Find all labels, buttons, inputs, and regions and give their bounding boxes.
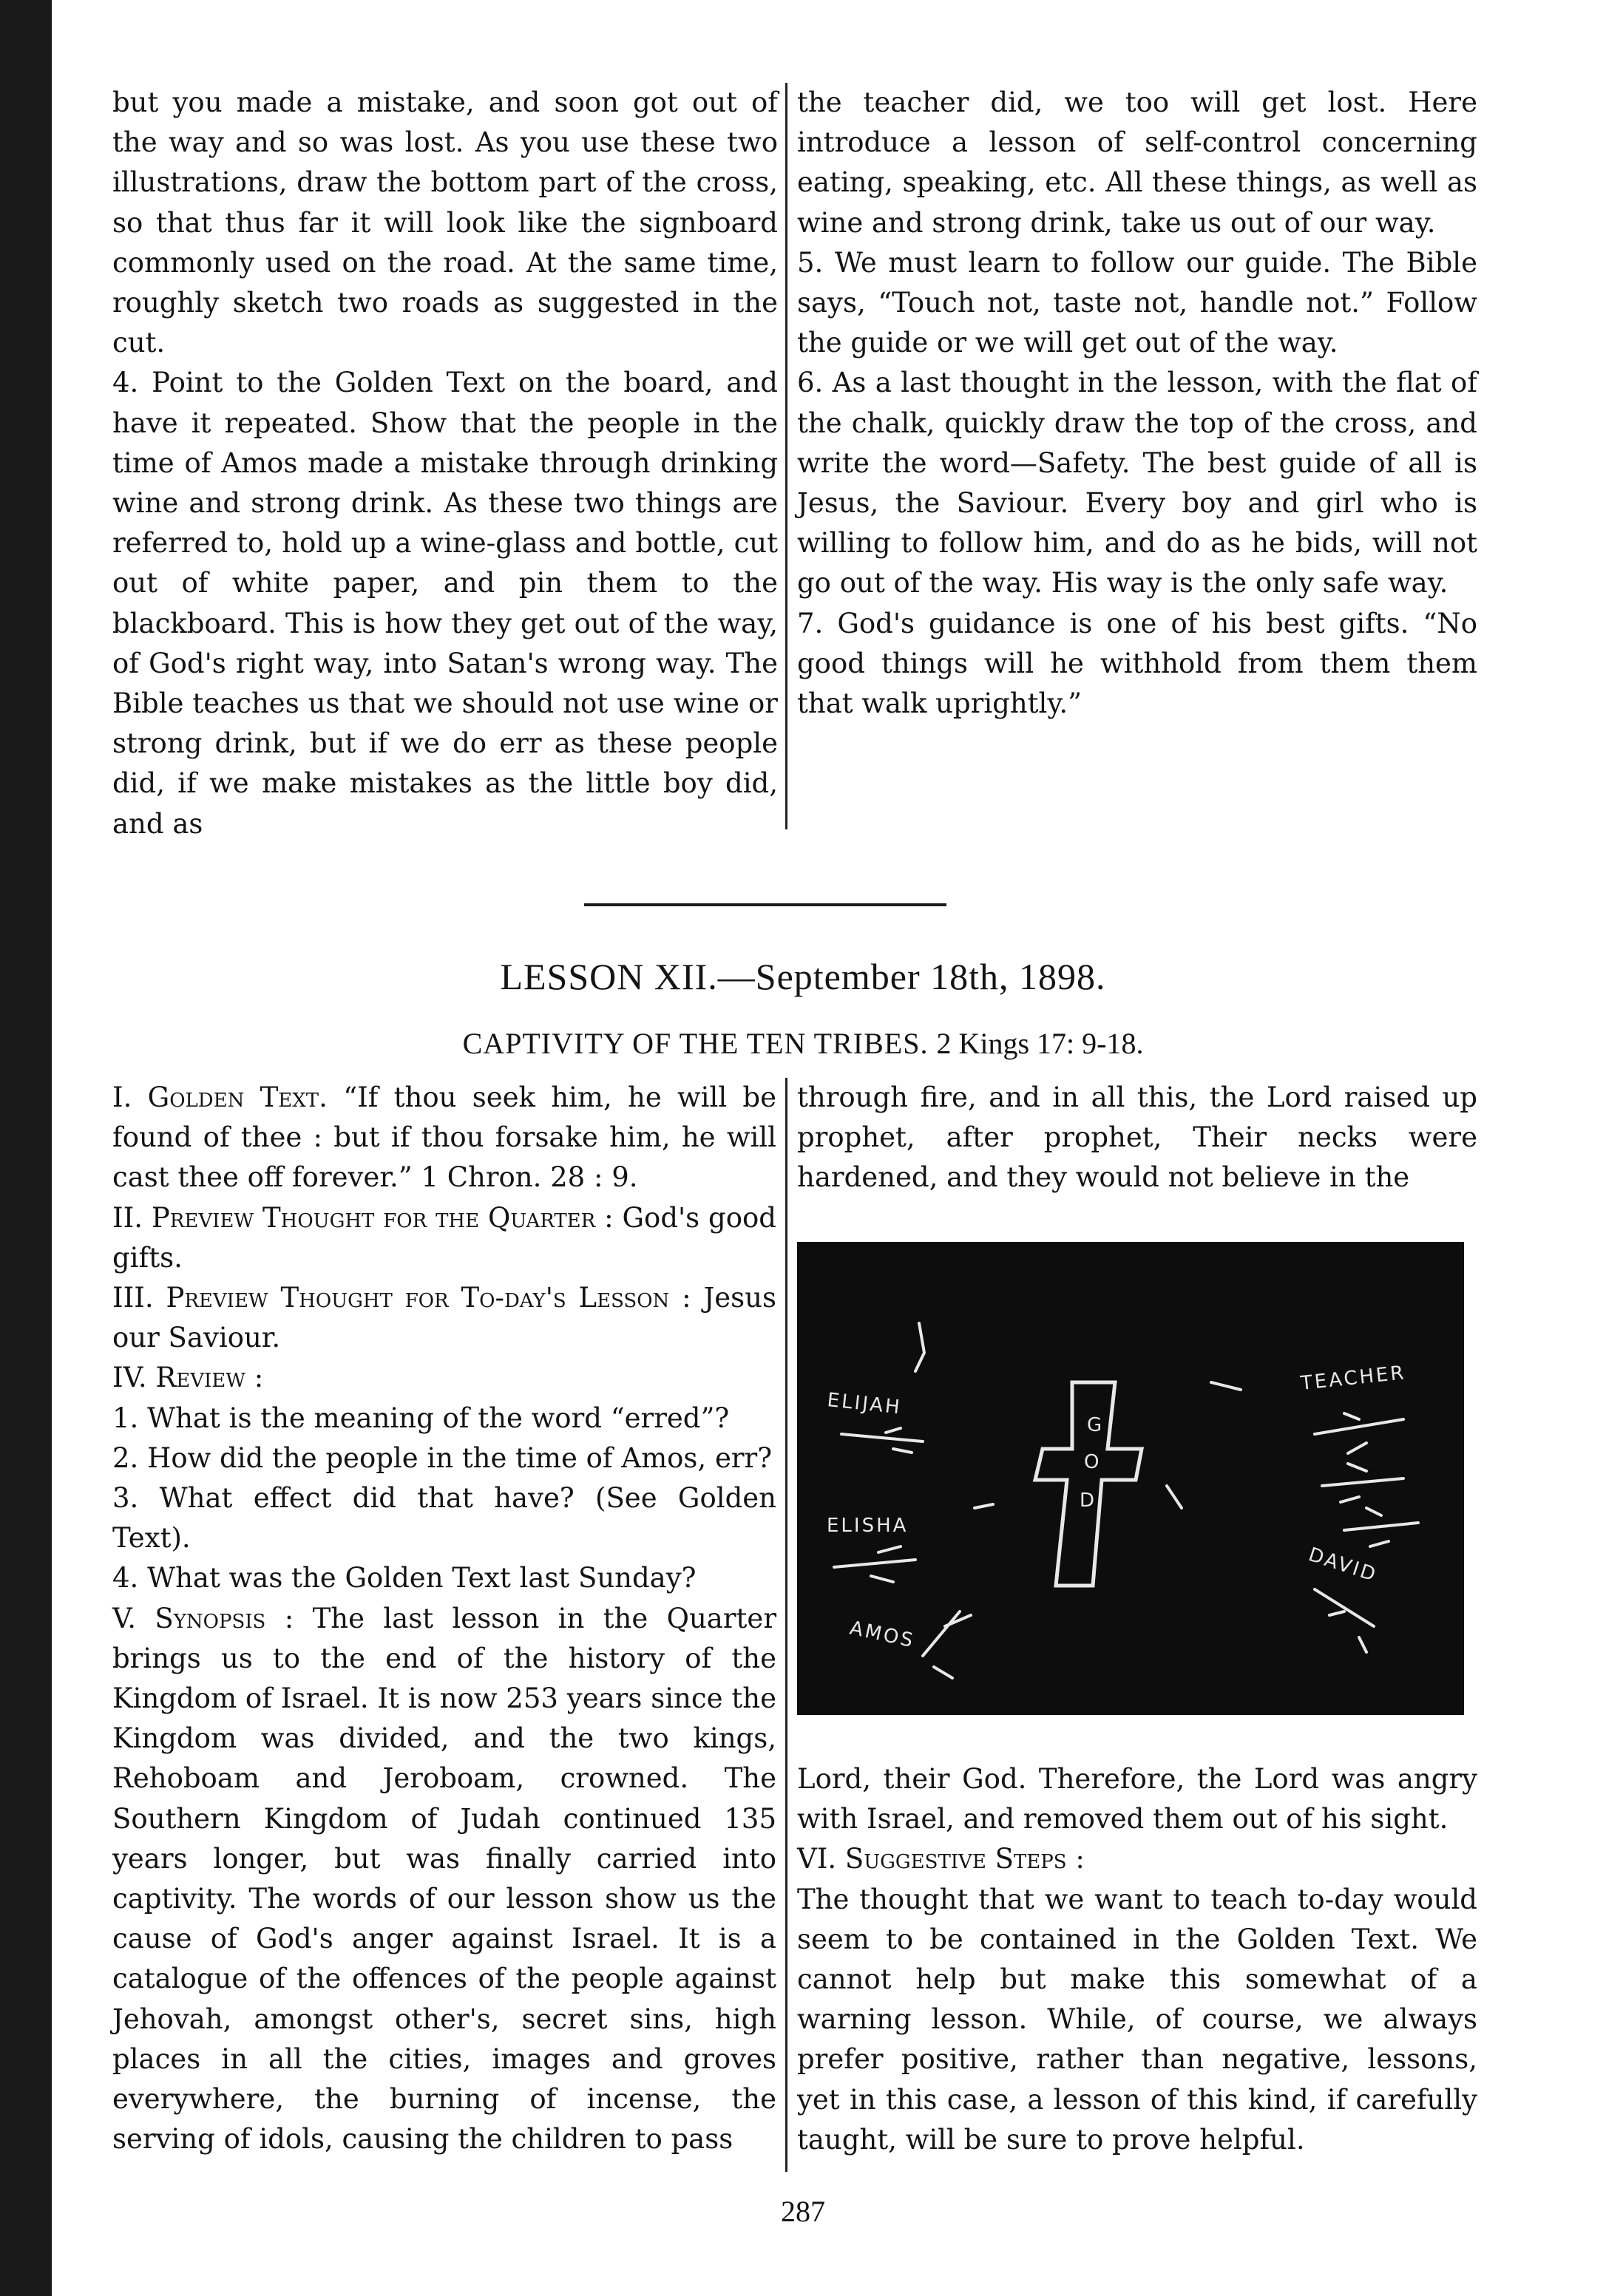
scripture-reference: 2 Kings 17: 9-18.: [936, 1027, 1144, 1060]
cross-letter: G: [1087, 1414, 1105, 1436]
preview-quarter: God's good gifts.: [112, 1201, 776, 1274]
blackboard-illustration: [797, 1242, 1464, 1715]
synopsis-paragraph: [112, 1599, 776, 2160]
review-item: 1. What is the meaning of the word “erred”?: [112, 1402, 730, 1434]
paragraph: Lord, their God. Therefore, the Lord was angry with Israel, and removed them out of his sight.: [797, 1763, 1477, 1835]
golden-text-paragraph: [112, 1078, 776, 1198]
hand-icon: [1344, 1508, 1418, 1546]
hand-icon: [834, 1546, 915, 1582]
bottom-right-column-bottom: [797, 1759, 1477, 2160]
steps-label: VI. Suggestive Steps :: [797, 1843, 1085, 1875]
hand-icon: [1315, 1413, 1403, 1453]
section-divider: [584, 903, 946, 906]
label-elisha: ELISHA: [827, 1515, 909, 1537]
label-elijah: ELIJAH: [826, 1389, 903, 1419]
synopsis: The last lesson in the Quarter brings us to the end of the history of the Kingdom of Israel. It is now 253 years since the Kingdom was divided, and the two kings, Rehoboam and Jeroboam, crowned. The Southern Kingdom of Judah continued 135 years longer, but was finally carried into captivity. The words of our lesson show us the cause of God's anger against Israel. It is a catalogue of the offences of the people against Jehovah, amongst other's, secret sins, high places in all the cities, images and groves everywhere, the burning of incense, the serving of idols, causing the children to pass: [112, 1602, 776, 2156]
hand-icon: [841, 1428, 923, 1453]
review-item: 4. What was the Golden Text last Sunday?: [112, 1562, 697, 1594]
page-number: 287: [781, 2195, 825, 2228]
label-teacher: TEACHER: [1299, 1362, 1407, 1395]
hand-icon: [1315, 1589, 1374, 1652]
cross-outline: [1035, 1382, 1142, 1586]
bottom-right-column-top: [797, 1078, 1477, 1198]
review-item: 3. What effect did that have? (See Golden Text).: [112, 1482, 776, 1555]
preview-lesson: Jesus our Saviour.: [112, 1282, 776, 1354]
golden-text-label: I. Golden Text.: [112, 1081, 328, 1113]
cross-letter: O: [1084, 1451, 1102, 1473]
paragraph: but you made a mistake, and soon got out of the way and so was lost. As you use these two illustrations, draw the bottom part of the cross, so that thus far it will look like the signboard commonly used on the road. At the same time, roughly sketch two roads as suggested in the cut.: [112, 86, 778, 359]
column-rule: [785, 1078, 787, 2172]
cross-letter: D: [1080, 1490, 1097, 1512]
paragraph: 7. God's guidance is one of his best gifts. “No good things will he withhold from them them that walk uprightly.”: [797, 607, 1477, 720]
preview-lesson-paragraph: [112, 1278, 776, 1358]
paragraph: 4. Point to the Golden Text on the board, and have it repeated. Show that the people in the time of Amos made a mistake through drinking wine and strong drink. As these two things are referred to, hold up a wine-glass and bottle, cut out of white paper, and pin them to the blackboard. This is how they get out of the way, of God's right way, into Satan's wrong way. The Bible teaches us that we should not use wine or strong drink, but if we do err as these people did, if we make mistakes as the little boy did, and as: [112, 367, 778, 840]
synopsis-label: V. Synopsis :: [112, 1602, 294, 1634]
cross-icon: [1035, 1382, 1142, 1586]
golden-text: “If thou seek him, he will be found of thee : but if thou forsake him, he will cast thee off forever.” 1 Chron. 28 : 9.: [112, 1081, 777, 1194]
paragraph: through fire, and in all this, the Lord raised up prophet, after prophet, Their necks were hardened, and they would not believe in the: [797, 1081, 1477, 1194]
mark-icon: [915, 1323, 924, 1371]
blackboard-drawing: [797, 1242, 1464, 1715]
lesson-title: LESSON XII.—September 18th, 1898.: [500, 956, 1106, 997]
paragraph: The thought that we want to teach to-day would seem to be contained in the Golden Text. We cannot help but make this somewhat of a warning lesson. While, of course, we always prefer positive, rather than negative, lessons, yet in this case, a lesson of this kind, if carefully taught, will be sure to prove helpful.: [797, 1883, 1477, 2156]
paragraph: 6. As a last thought in the lesson, with the flat of the chalk, quickly draw the top of the cross, and write the word—Safety. The best guide of all is Jesus, the Saviour. Every boy and girl who is willing to follow him, and do as he bids, will not go out of the way. His way is the only safe way.: [797, 367, 1477, 600]
review-label: IV. Review :: [112, 1362, 264, 1394]
label-david: DAVID: [1305, 1543, 1380, 1587]
column-rule: [785, 83, 787, 829]
review-item: 2. How did the people in the time of Amos, err?: [112, 1441, 773, 1474]
paragraph: the teacher did, we too will get lost. Here introduce a lesson of self-control concerning eating, speaking, etc. All these things, as well as wine and strong drink, take us out of our way.: [797, 86, 1477, 239]
bottom-left-column: [112, 1078, 776, 2159]
preview-lesson-label: III. Preview Thought for To-day's Lesson :: [112, 1282, 691, 1314]
preview-quarter-label: II. Preview Thought for the Quarter :: [112, 1201, 614, 1234]
lesson-subtitle: [0, 1026, 1606, 1061]
preview-quarter-paragraph: [112, 1198, 776, 1278]
top-left-column: [112, 83, 778, 844]
hand-icon: [1322, 1464, 1403, 1502]
lesson-topic: CAPTIVITY OF THE TEN TRIBES.: [462, 1027, 929, 1060]
paragraph: 5. We must learn to follow our guide. The Bible says, “Touch not, taste not, handle not.” Follow the guide or we will get out of the way.: [797, 246, 1477, 359]
top-right-column: [797, 83, 1477, 724]
hand-icon: [923, 1611, 971, 1678]
book-spine-edge: [0, 0, 52, 2296]
label-amos: AMOS: [847, 1617, 918, 1653]
